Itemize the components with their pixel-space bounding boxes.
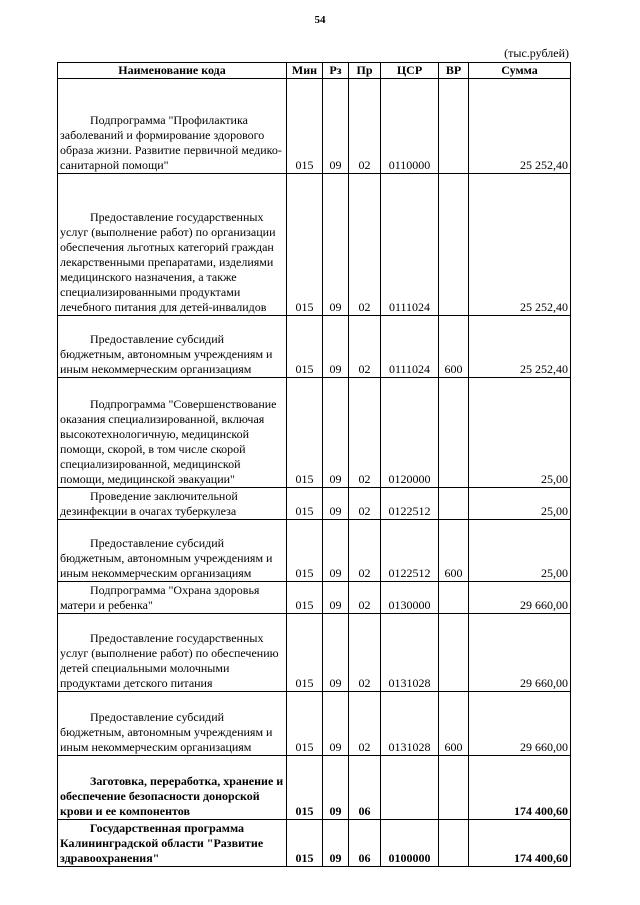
- row-csr: 0100000: [381, 820, 439, 867]
- table-row: [58, 488, 571, 520]
- row-vr: [439, 582, 469, 614]
- budget-table: [57, 62, 571, 867]
- row-sum: 25 252,40: [469, 174, 571, 316]
- row-pr: 02: [349, 692, 381, 756]
- row-rz: 09: [323, 378, 349, 488]
- row-sum: 174 400,60: [469, 756, 571, 820]
- row-vr: 600: [439, 520, 469, 582]
- table-row: [58, 756, 571, 820]
- row-vr: [439, 378, 469, 488]
- row-min: 015: [287, 378, 323, 488]
- row-rz: 09: [323, 820, 349, 867]
- page-number: 54: [314, 14, 326, 26]
- row-sum: 29 660,00: [469, 614, 571, 692]
- row-csr: [381, 756, 439, 820]
- row-rz: 09: [323, 692, 349, 756]
- table-row: [58, 692, 571, 756]
- row-name: Подпрограмма "Охрана здоровья матери и ребенка": [58, 582, 287, 614]
- row-rz: 09: [323, 520, 349, 582]
- row-rz: 09: [323, 582, 349, 614]
- row-csr: 0120000: [381, 378, 439, 488]
- row-name: Государственная программа Калининградской области "Развитие здравоохранения": [58, 820, 287, 867]
- row-name: Предоставление субсидий бюджетным, автономным учреждениям и иным некоммерческим организациям: [58, 692, 287, 756]
- row-pr: 02: [349, 79, 381, 174]
- row-name: Предоставление субсидий бюджетным, автономным учреждениям и иным некоммерческим организациям: [58, 316, 287, 378]
- table-header-row: [58, 63, 571, 79]
- units-label: (тыс.рублей): [504, 46, 569, 60]
- row-rz: 09: [323, 614, 349, 692]
- row-rz: 09: [323, 756, 349, 820]
- row-csr: 0111024: [381, 174, 439, 316]
- row-sum: 25 252,40: [469, 316, 571, 378]
- row-name: Подпрограмма "Профилактика заболеваний и формирование здорового образа жизни. Развитие первичной медико-санитарной помощи": [58, 79, 287, 174]
- row-rz: 09: [323, 316, 349, 378]
- row-pr: 06: [349, 756, 381, 820]
- row-name: Проведение заключительной дезинфекции в очагах туберкулеза: [58, 488, 287, 520]
- row-vr: 600: [439, 316, 469, 378]
- row-csr: 0131028: [381, 614, 439, 692]
- header-csr: ЦСР: [381, 63, 439, 79]
- table-row: [58, 174, 571, 316]
- row-sum: 174 400,60: [469, 820, 571, 867]
- row-vr: [439, 820, 469, 867]
- table-row: [58, 614, 571, 692]
- row-csr: 0111024: [381, 316, 439, 378]
- row-min: 015: [287, 756, 323, 820]
- row-vr: [439, 614, 469, 692]
- table-row: [58, 316, 571, 378]
- row-pr: 02: [349, 174, 381, 316]
- row-pr: 02: [349, 520, 381, 582]
- row-sum: 25,00: [469, 488, 571, 520]
- row-sum: 25,00: [469, 520, 571, 582]
- row-pr: 02: [349, 582, 381, 614]
- table-row: [58, 520, 571, 582]
- row-min: 015: [287, 614, 323, 692]
- row-min: 015: [287, 174, 323, 316]
- row-sum: 29 660,00: [469, 692, 571, 756]
- row-rz: 09: [323, 79, 349, 174]
- row-min: 015: [287, 79, 323, 174]
- row-pr: 02: [349, 488, 381, 520]
- header-rz: Рз: [323, 63, 349, 79]
- row-min: 015: [287, 582, 323, 614]
- row-csr: 0131028: [381, 692, 439, 756]
- row-vr: [439, 174, 469, 316]
- table-row: [58, 820, 571, 867]
- row-vr: 600: [439, 692, 469, 756]
- row-min: 015: [287, 820, 323, 867]
- row-csr: 0110000: [381, 79, 439, 174]
- row-name: Заготовка, переработка, хранение и обеспечение безопасности донорской крови и ее компонентов: [58, 756, 287, 820]
- row-csr: 0122512: [381, 488, 439, 520]
- row-name: Предоставление субсидий бюджетным, автономным учреждениям и иным некоммерческим организациям: [58, 520, 287, 582]
- row-sum: 25,00: [469, 378, 571, 488]
- row-name: Предоставление государственных услуг (выполнение работ) по организации обеспечения льготных категорий граждан лекарственными препаратами, изделиями медицинского назначения, а также специализированными продуктами лечебного питания для детей-инвалидов: [58, 174, 287, 316]
- row-sum: 29 660,00: [469, 582, 571, 614]
- header-name: Наименование кода: [58, 63, 287, 79]
- row-rz: 09: [323, 488, 349, 520]
- row-name: Подпрограмма "Совершенствование оказания специализированной, включая высокотехнологичную, медицинской помощи, скорой, в том числе скорой специализированной, медицинской помощи, медицинской эвакуации": [58, 378, 287, 488]
- row-pr: 02: [349, 614, 381, 692]
- row-name: Предоставление государственных услуг (выполнение работ) по обеспечению детей специальными молочными продуктами детского питания: [58, 614, 287, 692]
- row-vr: [439, 79, 469, 174]
- row-min: 015: [287, 316, 323, 378]
- table-row: [58, 378, 571, 488]
- header-vr: ВР: [439, 63, 469, 79]
- header-min: Мин: [287, 63, 323, 79]
- row-min: 015: [287, 488, 323, 520]
- row-sum: 25 252,40: [469, 79, 571, 174]
- row-csr: 0122512: [381, 520, 439, 582]
- row-csr: 0130000: [381, 582, 439, 614]
- row-pr: 02: [349, 316, 381, 378]
- row-vr: [439, 488, 469, 520]
- row-pr: 06: [349, 820, 381, 867]
- row-vr: [439, 756, 469, 820]
- header-sum: Сумма: [469, 63, 571, 79]
- row-min: 015: [287, 692, 323, 756]
- header-pr: Пр: [349, 63, 381, 79]
- row-pr: 02: [349, 378, 381, 488]
- table-row: [58, 582, 571, 614]
- row-min: 015: [287, 520, 323, 582]
- row-rz: 09: [323, 174, 349, 316]
- table-row: [58, 79, 571, 174]
